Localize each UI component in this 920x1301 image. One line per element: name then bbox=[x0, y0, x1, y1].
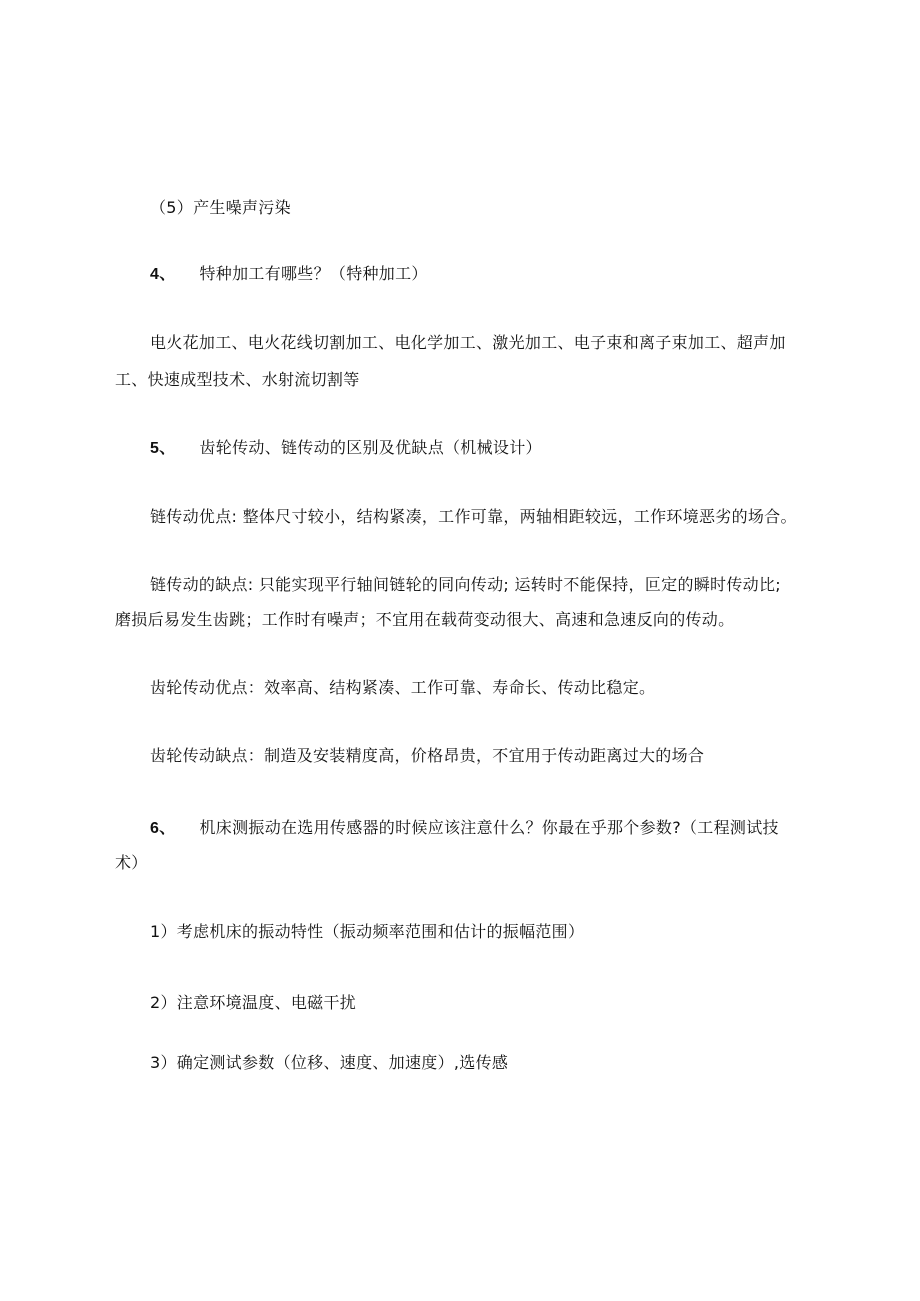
answer-5-chain-disadvantages-line-1: 链传动的缺点: 只能实现平行轴间链轮的同向传动; 运转时不能保持，叵定的瞬时传动比; bbox=[150, 575, 781, 594]
answer-5-gear-advantages: 齿轮传动优点：效率高、结构紧凑、工作可靠、寿命长、传动比稳定。 bbox=[150, 678, 656, 697]
answer-6-item-3: 3）确定测试参数（位移、速度、加速度）,选传感 bbox=[150, 1053, 509, 1072]
question-text: 齿轮传动、链传动的区别及优缺点（机械设计） bbox=[199, 438, 542, 457]
question-4 bbox=[150, 263, 428, 286]
question-text: 机床测振动在选用传感器的时候应该注意什么？你最在乎那个参数?（工程测试技 bbox=[199, 818, 779, 837]
answer-5-gear-disadvantages: 齿轮传动缺点：制造及安装精度高，价格昂贵，不宜用于传动距离过大的场合 bbox=[150, 746, 705, 765]
answer-6-item-1: 1）考虑机床的振动特性（振动频率范围和估计的振幅范围） bbox=[150, 922, 585, 941]
question-6 bbox=[150, 817, 779, 840]
answer-4-line-1: 电火花加工、电火花线切割加工、电化学加工、激光加工、电子束和离子束加工、超声加 bbox=[150, 333, 786, 352]
list-item-5: （5）产生噪声污染 bbox=[150, 198, 291, 217]
question-5 bbox=[150, 437, 542, 460]
question-number: 4、 bbox=[150, 266, 176, 283]
question-text: 特种加工有哪些？（特种加工） bbox=[199, 264, 428, 283]
question-6-continuation: 术） bbox=[115, 853, 148, 872]
question-number: 5、 bbox=[150, 440, 176, 457]
answer-6-item-2: 2）注意环境温度、电磁干扰 bbox=[150, 993, 357, 1012]
answer-5-chain-disadvantages-line-2: 磨损后易发生齿跳；工作时有噪声；不宜用在载荷变动很大、高速和急速反向的传动。 bbox=[115, 610, 735, 629]
answer-4-line-2: 工、快速成型技术、水射流切割等 bbox=[115, 370, 360, 389]
answer-5-chain-advantages: 链传动优点: 整体尺寸较小，结构紧凑，工作可靠，两轴相距较远，工作环境恶劣的场合。 bbox=[150, 507, 797, 526]
question-number: 6、 bbox=[150, 820, 176, 837]
